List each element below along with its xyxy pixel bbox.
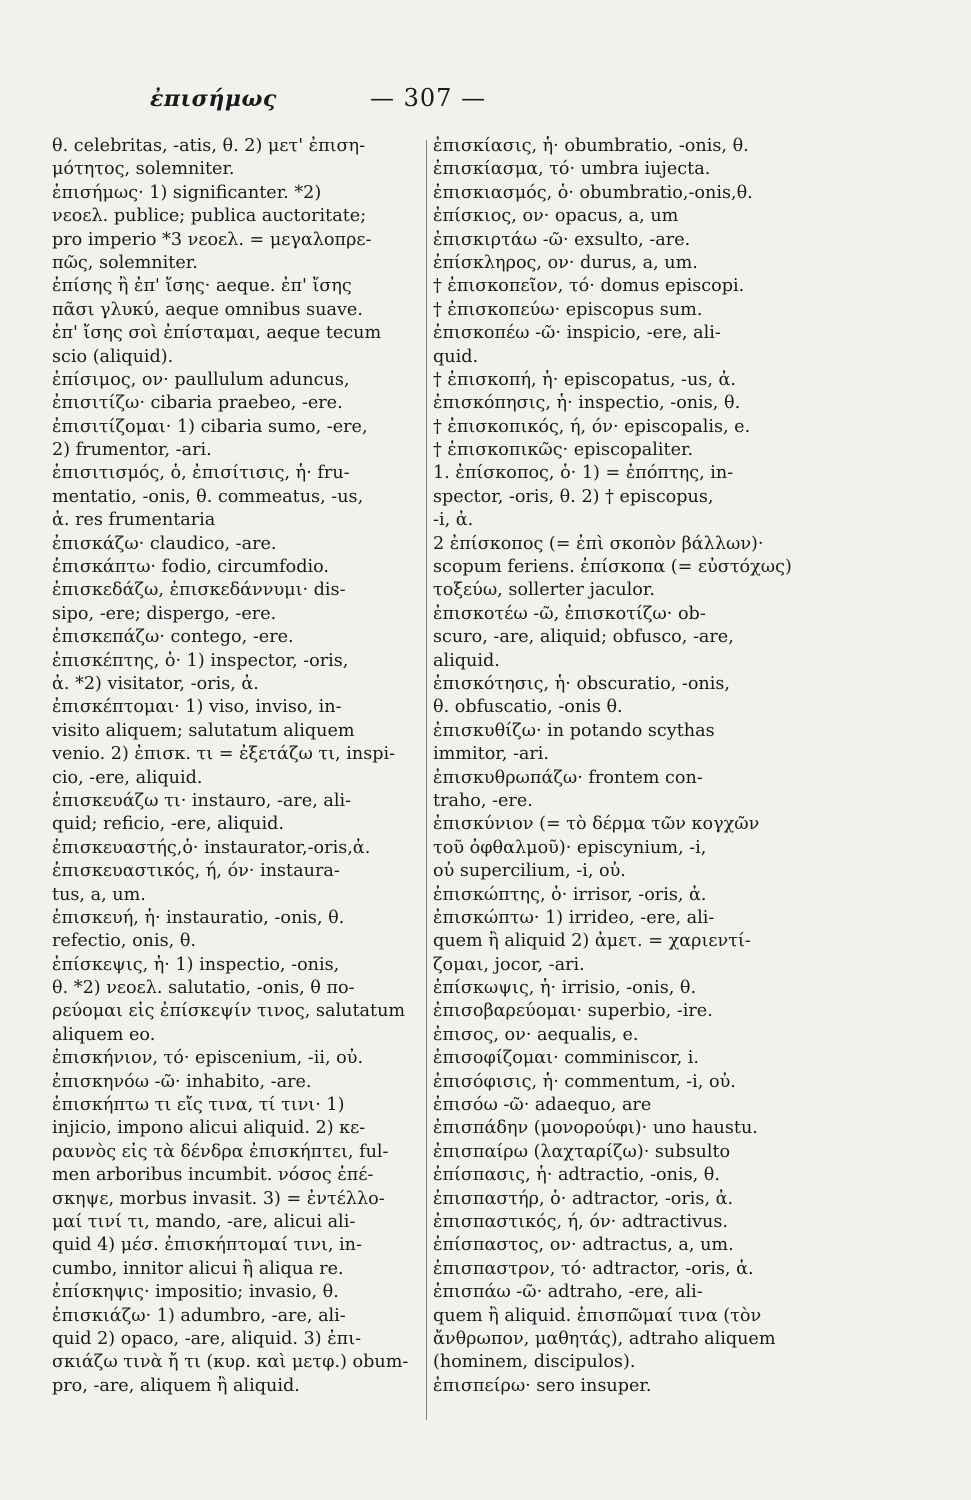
dictionary-line: ἐπισκοπέω -ῶ· inspicio, -ere, ali- (433, 323, 721, 344)
dictionary-line: ἐπισιτίζομαι· 1) cibaria sumo, -ere, (52, 416, 368, 437)
dictionary-line: οὐ supercilium, -i, οὐ. (433, 861, 626, 882)
dictionary-line: ἐπισκευαστής,ὁ· instaurator,-oris,ἀ. (52, 837, 371, 858)
dictionary-line: ἐπίσης ἢ ἐπ' ἴσης· aeque. ἐπ' ἴσης (52, 276, 352, 297)
dictionary-line: θ. celebritas, -atis, θ. 2) μετ' ἐπιση- (52, 136, 366, 156)
dictionary-line: ἐπισκιρτάω -ῶ· exsulto, -are. (433, 229, 691, 250)
dictionary-line: σκηψε, morbus invasit. 3) = ἐντέλλο- (52, 1188, 385, 1209)
dictionary-line: ἐπισκοτέω -ῶ, ἐπισκοτίζω· ob- (433, 603, 706, 624)
dictionary-line: ζομαι, jocor, -ari. (433, 954, 585, 975)
dictionary-line: sipo, -ere; dispergo, -ere. (52, 603, 277, 624)
dictionary-line: quem ἢ aliquid 2) ἀμετ. = χαριεντί- (433, 931, 751, 952)
dictionary-line: ἐπισκώπτω· 1) irrideo, -ere, ali- (433, 907, 715, 928)
dictionary-line: ἐπισπάδην (μονορούφι)· uno haustu. (433, 1118, 758, 1139)
dictionary-line: ἐπίσιμος, ον· paullulum aduncus, (52, 369, 350, 390)
dictionary-line: ἐπισκεδάζω, ἐπισκεδάννυμι· dis- (52, 580, 346, 601)
dictionary-line: ἐπισκιασμός, ὁ· obumbratio,-onis,θ. (433, 182, 753, 203)
dictionary-line: ἐπισοφίζομαι· comminiscor, i. (433, 1048, 700, 1069)
dictionary-line: ἐπισος, ον· aequalis, e. (433, 1024, 639, 1045)
dictionary-line: ἐπισκευάζω τι· instauro, -are, ali- (52, 790, 352, 811)
dictionary-line: quid 4) μέσ. ἐπισκήπτομαί τινι, in- (52, 1235, 362, 1256)
dictionary-line: ἐπισκευή, ἡ· instauratio, -onis, θ. (52, 907, 345, 928)
dictionary-line: scuro, -are, aliquid; obfusco, -are, (433, 627, 734, 648)
dictionary-line: μότητος, solemniter. (52, 159, 235, 180)
dictionary-line: aliquid. (433, 650, 500, 671)
dictionary-line: † ἐπισκοπεῖον, τό· domus episcopi. (433, 276, 745, 297)
dictionary-line: ἐπίσκωψις, ἡ· irrisio, -onis, θ. (433, 978, 697, 999)
dictionary-line: ραυνὸς εἰς τὰ δένδρα ἐπισκήπτει, ful- (52, 1141, 389, 1162)
dictionary-line: 2 ἐπίσκοπος (= ἐπὶ σκοπὸν βάλλων)· (433, 533, 764, 554)
page-number: — 307 — (370, 84, 487, 112)
dictionary-line: ἐπισόω -ῶ· adaequo, are (433, 1095, 652, 1116)
dictionary-line: ἐπίσκληρος, ον· durus, a, um. (433, 252, 698, 273)
dictionary-line: 1. ἐπίσκοπος, ὁ· 1) = ἐπόπτης, in- (433, 463, 734, 484)
dictionary-line: ἐπισκέπτομαι· 1) viso, inviso, in- (52, 697, 342, 718)
dictionary-line: spector, -oris, θ. 2) † episcopus, (433, 486, 714, 507)
dictionary-line: ἐπίσπασις, ἡ· adtractio, -onis, θ. (433, 1165, 720, 1186)
dictionary-line: ἐπισιτισμός, ὁ, ἐπισίτισις, ἡ· fru- (52, 463, 350, 484)
dictionary-line: ἐπισοβαρεύομαι· superbio, -ire. (433, 1001, 713, 1022)
column-divider (426, 140, 427, 1420)
dictionary-line: pro, -are, aliquem ἢ aliquid. (52, 1375, 300, 1396)
dictionary-line: ἐπισπαστήρ, ὁ· adtractor, -oris, ἀ. (433, 1188, 734, 1209)
dictionary-line: injicio, impono alicui aliquid. 2) κε- (52, 1118, 366, 1139)
dictionary-line: quid 2) opaco, -are, aliquid. 3) ἐπι- (52, 1328, 362, 1349)
dictionary-line: quid; reficio, -ere, aliquid. (52, 814, 285, 835)
dictionary-line: 2) frumentor, -ari. (52, 440, 212, 461)
left-column (52, 135, 420, 1398)
dictionary-line: ἐπισκότησις, ἡ· obscuratio, -onis, (433, 673, 731, 694)
running-head: ἐπισήμως (150, 86, 277, 112)
dictionary-line: venio. 2) ἐπισκ. τι = ἐξετάζω τι, inspi- (52, 744, 396, 765)
dictionary-line: ἐπίσκεψις, ἡ· 1) inspectio, -onis, (52, 954, 340, 975)
dictionary-line: refectio, onis, θ. (52, 931, 197, 952)
dictionary-line: † ἐπισκοπικός, ή, όν· episcopalis, e. (433, 416, 751, 437)
dictionary-line: ἐπίσπαστος, ον· adtractus, a, um. (433, 1235, 734, 1256)
dictionary-line: ἐπισόφισις, ἡ· commentum, -i, οὐ. (433, 1071, 736, 1092)
dictionary-line: ἐπισκέπτης, ὁ· 1) inspector, -oris, (52, 650, 349, 671)
dictionary-line: ἐπισκάπτω· fodio, circumfodio. (52, 557, 330, 578)
dictionary-line: cio, -ere, aliquid. (52, 767, 203, 788)
dictionary-line: ἀ. res frumentaria (52, 510, 216, 531)
dictionary-line: ἐπισκάζω· claudico, -are. (52, 533, 277, 554)
dictionary-line: † ἐπισκοπικῶς· episcopaliter. (433, 440, 694, 461)
dictionary-line: immitor, -ari. (433, 744, 550, 765)
dictionary-line: ἀ. *2) visitator, -oris, ἀ. (52, 673, 259, 694)
dictionary-line: ἐπισκιάζω· 1) adumbro, -are, ali- (52, 1305, 346, 1326)
dictionary-line: ἄνθρωπον, μαθητάς), adtraho aliquem (433, 1328, 776, 1349)
dictionary-line: tus, a, um. (52, 884, 146, 905)
dictionary-line: ἐπισκύνιον (= τὸ δέρμα τῶν κογχῶν (433, 814, 760, 835)
dictionary-line: scio (aliquid). (52, 346, 174, 367)
dictionary-line: ἐπισήμως· 1) significanter. *2) (52, 182, 322, 203)
dictionary-line: † ἐπισκοπή, ἡ· episcopatus, -us, ἀ. (433, 369, 737, 390)
dictionary-line: ἐπισκώπτης, ὁ· irrisor, -oris, ἀ. (433, 884, 707, 905)
dictionary-line: πῶς, solemniter. (52, 252, 198, 273)
dictionary-line: men arboribus incumbit. νόσος ἐπέ- (52, 1165, 374, 1186)
dictionary-line: cumbo, innitor alicui ἢ aliqua re. (52, 1258, 344, 1279)
dictionary-line: traho, -ere. (433, 790, 533, 811)
dictionary-line: ἐπισπείρω· sero insuper. (433, 1375, 652, 1396)
dictionary-line: ἐπισιτίζω· cibaria praebeo, -ere. (52, 393, 343, 414)
right-column (433, 135, 811, 1398)
dictionary-line: ἐπισκυθίζω· in potando scythas (433, 720, 715, 741)
dictionary-line: quid. (433, 346, 479, 367)
dictionary-line: visito aliquem; salutatum aliquem (52, 720, 355, 741)
dictionary-line: ἐπ' ἴσης σοὶ ἐπίσταμαι, aeque tecum (52, 323, 382, 344)
dictionary-line: πᾶσι γλυκύ, aeque omnibus suave. (52, 299, 363, 320)
dictionary-line: ἐπίσκηψις· impositio; invasio, θ. (52, 1282, 339, 1303)
dictionary-line: τοῦ ὀφθαλμοῦ)· episcynium, -i, (433, 837, 707, 858)
dictionary-line: θ. *2) νεοελ. salutatio, -onis, θ πο- (52, 978, 355, 999)
page-header (150, 84, 490, 120)
dictionary-line: ρεύομαι εἰς ἐπίσκεψίν τινος, salutatum (52, 1001, 406, 1022)
dictionary-line: -i, ἀ. (433, 510, 474, 531)
dictionary-line: scopum feriens. ἐπίσκοπα (= εὐστόχως) (433, 557, 792, 578)
dictionary-line: ἐπισκηνόω -ῶ· inhabito, -are. (52, 1071, 312, 1092)
dictionary-line: ἐπισπαστρον, τό· adtractor, -oris, ἀ. (433, 1258, 754, 1279)
dictionary-line: νεοελ. publice; publica auctoritate; (52, 206, 367, 227)
dictionary-line: ἐπισκίασμα, τό· umbra iujecta. (433, 159, 711, 180)
dictionary-line: ἐπισκευαστικός, ή, όν· instaura- (52, 861, 340, 882)
dictionary-line: (hominem, discipulos). (433, 1352, 636, 1373)
dictionary-line: ἐπισκόπησις, ἡ· inspectio, -onis, θ. (433, 393, 741, 414)
dictionary-line: ἐπισπάω -ῶ· adtraho, -ere, ali- (433, 1282, 703, 1303)
dictionary-line: pro imperio *3 νεοελ. = μεγαλοπρε- (52, 229, 372, 250)
dictionary-line: ἐπισκήπτω τι εἴς τινα, τί τινι· 1) (52, 1095, 345, 1116)
dictionary-line: σκιάζω τινὰ ἤ τι (κυρ. καὶ μετφ.) obum- (52, 1352, 409, 1373)
dictionary-line: aliquem eo. (52, 1024, 156, 1045)
dictionary-line: ἐπισπαστικός, ή, όν· adtractivus. (433, 1211, 728, 1232)
dictionary-line: mentatio, -onis, θ. commeatus, -us, (52, 486, 364, 507)
dictionary-line: ἐπισκεπάζω· contego, -ere. (52, 627, 294, 648)
dictionary-line: ἐπισπαίρω (λαχταρίζω)· subsulto (433, 1141, 731, 1162)
dictionary-line: θ. obfuscatio, -onis θ. (433, 697, 623, 718)
dictionary-line: ἐπίσκιος, ον· opacus, a, um (433, 206, 679, 227)
dictionary-line: quem ἢ aliquid. ἐπισπῶμαί τινα (τὸν (433, 1305, 762, 1326)
dictionary-line: τοξεύω, sollerter jaculor. (433, 580, 655, 601)
dictionary-line: μαί τινί τι, mando, -are, alicui ali- (52, 1211, 356, 1232)
dictionary-line: ἐπισκήνιον, τό· episcenium, -ii, οὐ. (52, 1048, 364, 1069)
dictionary-line: † ἐπισκοπεύω· episcopus sum. (433, 299, 703, 320)
dictionary-line: ἐπισκυθρωπάζω· frontem con- (433, 767, 703, 788)
dictionary-line: ἐπισκίασις, ἡ· obumbratio, -onis, θ. (433, 136, 749, 156)
